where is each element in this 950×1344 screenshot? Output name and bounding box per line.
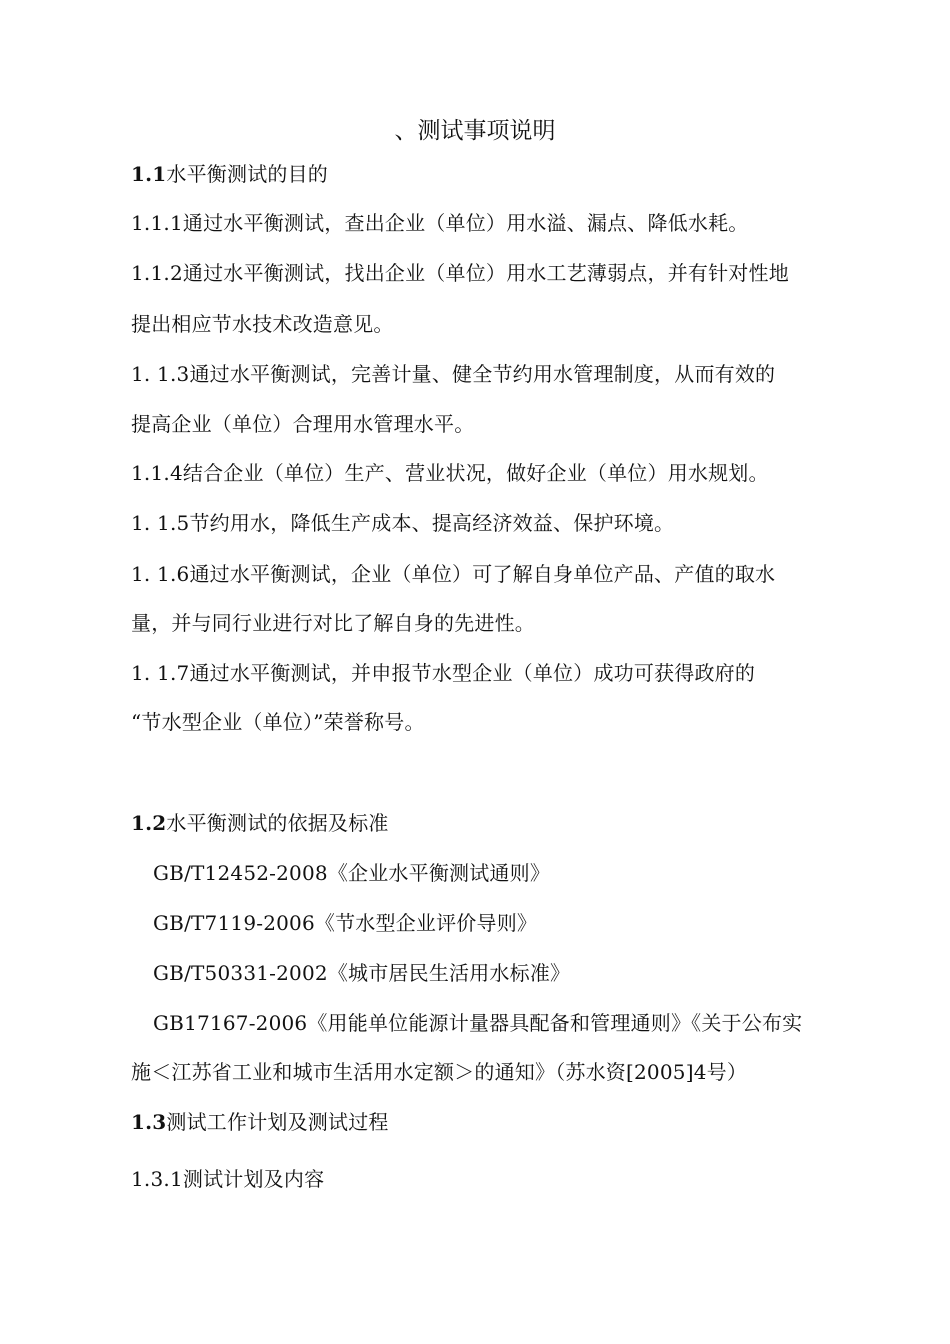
section-heading-text: 水平衡测试的目的 bbox=[166, 162, 329, 186]
section-heading-1-2 bbox=[131, 810, 389, 836]
standard-item-2: GB/T7119-2006《节水型企业评价导则》 bbox=[153, 911, 538, 935]
paragraph-1-1-3-line2: 提高企业（单位）合理用水管理水平。 bbox=[131, 412, 475, 436]
paragraph-1-1-2-line1: 1.1.2通过水平衡测试，找出企业（单位）用水工艺薄弱点，并有针对性地 bbox=[131, 261, 789, 285]
section-number: 1.2 bbox=[131, 811, 167, 835]
section-number: 1.3 bbox=[131, 1110, 167, 1134]
standard-item-4-line2: 施＜江苏省工业和城市生活用水定额＞的通知》（苏水资[2005]4号） bbox=[131, 1060, 748, 1084]
section-number: 1.1 bbox=[131, 162, 167, 186]
paragraph-1-1-5: 1. 1.5节约用水，降低生产成本、提高经济效益、保护环境。 bbox=[131, 511, 675, 535]
paragraph-1-1-6-line2: 量，并与同行业进行对比了解自身的先进性。 bbox=[131, 611, 535, 635]
subsection-1-3-1: 1.3.1测试计划及内容 bbox=[131, 1167, 325, 1191]
paragraph-1-1-7-line2: “节水型企业（单位）”荣誉称号。 bbox=[131, 710, 425, 734]
paragraph-1-1-3-line1: 1. 1.3通过水平衡测试，完善计量、健全节约用水管理制度，从而有效的 bbox=[131, 362, 776, 386]
standard-item-3: GB/T50331-2002《城市居民生活用水标准》 bbox=[153, 961, 571, 985]
paragraph-1-1-7-line1: 1. 1.7通过水平衡测试，并申报节水型企业（单位）成功可获得政府的 bbox=[131, 661, 756, 685]
page-title: 、测试事项说明 bbox=[394, 118, 556, 144]
paragraph-1-1-6-line1: 1. 1.6通过水平衡测试，企业（单位）可了解自身单位产品、产值的取水 bbox=[131, 562, 776, 586]
section-heading-1-3 bbox=[131, 1109, 389, 1135]
standard-item-4-line1: GB17167-2006《用能单位能源计量器具配备和管理通则》《关于公布实 bbox=[153, 1011, 803, 1035]
section-heading-1-1 bbox=[131, 161, 328, 187]
paragraph-1-1-4: 1.1.4结合企业（单位）生产、营业状况，做好企业（单位）用水规划。 bbox=[131, 461, 769, 485]
section-heading-text: 测试工作计划及测试过程 bbox=[166, 1110, 389, 1134]
paragraph-1-1-2-line2: 提出相应节水技术改造意见。 bbox=[131, 312, 394, 336]
section-heading-text: 水平衡测试的依据及标准 bbox=[166, 811, 389, 835]
standard-item-1: GB/T12452-2008《企业水平衡测试通则》 bbox=[153, 861, 551, 885]
paragraph-1-1-1: 1.1.1通过水平衡测试，查出企业（单位）用水溢、漏点、降低水耗。 bbox=[131, 211, 749, 235]
